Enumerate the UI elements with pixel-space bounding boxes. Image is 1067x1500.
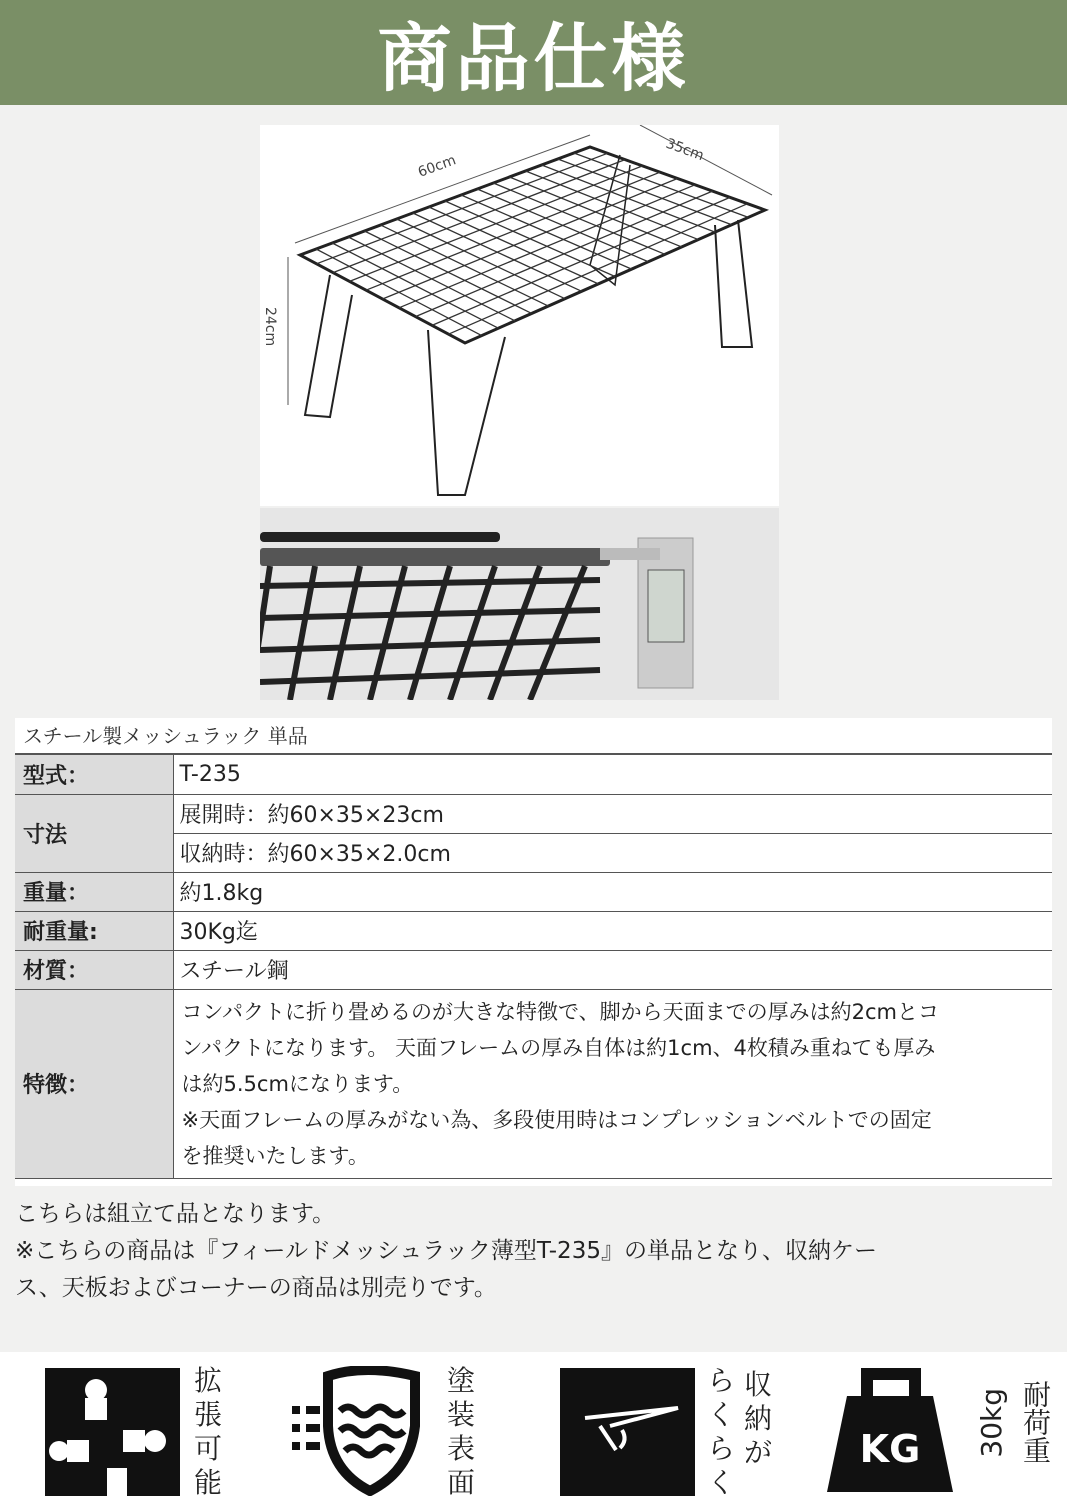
feature-char: く [706,1466,735,1499]
feature-coated-surface [290,1352,490,1500]
feature-text-col1 [742,1370,774,1472]
feature-text-col2 [705,1366,737,1500]
size-open-value: 展開時：約60×35×23cm [173,794,1052,833]
shield-waves-icon [290,1366,430,1496]
feature-easy-storage [560,1352,790,1500]
load-value: 30Kg迄 [173,911,1052,950]
note-line: ス、天板およびコーナーの商品は別売りです。 [15,1275,497,1301]
mesh-rack-drawing [260,125,779,506]
feature-char: 張 [193,1398,222,1431]
feature-expandable [45,1352,235,1500]
size-folded-value: 収納時：約60×35×2.0cm [173,833,1052,872]
page-header [0,0,1067,105]
spec-grid [15,755,1052,1179]
feature-text [445,1366,477,1500]
feature-char: 装 [446,1398,475,1431]
folded-table-icon [560,1368,695,1496]
kg-label: KG [859,1427,921,1471]
feature-text-col1: 耐荷重 [1019,1380,1052,1464]
dim-length-label: 60cm [415,152,459,181]
table-row [15,755,1052,794]
material-label: 材質： [15,950,173,989]
weight-kg-icon [825,1366,955,1496]
feature-char: 面 [446,1466,475,1499]
model-label: 型式： [15,755,173,794]
feature-char: 表 [446,1432,475,1465]
feature-line: を推奨いたします。 [181,1143,369,1168]
puzzle-icon [45,1368,180,1496]
dim-width-label: 35cm [663,135,706,165]
feature-line: コンパクトに折り畳めるのが大きな特徴で、脚から天面までの厚みは約2cmとコ [181,999,939,1024]
feature-char: が [743,1436,772,1469]
feature-line: は約5.5cmになります。 [181,1071,414,1096]
table-row [15,794,1052,833]
dim-height-label: 24cm [262,307,278,347]
model-value: T-235 [173,755,1052,794]
feature-char: 塗 [446,1364,475,1397]
feature-char: く [706,1398,735,1431]
table-row [15,911,1052,950]
feature-char: ら [706,1364,735,1397]
size-label: 寸法 [15,794,173,872]
note-line: ※こちらの商品は『フィールドメッシュラック薄型T-235』の単品となり、収納ケー [15,1238,877,1264]
feature-char: 能 [193,1466,222,1499]
weight-value: 約1.8kg [173,872,1052,911]
spec-table [15,718,1052,1186]
table-row [15,950,1052,989]
weight-label: 重量： [15,872,173,911]
note-line: こちらは組立て品となります。 [15,1201,336,1227]
feature-line: ※天面フレームの厚みがない為、多段使用時はコンプレッションベルトでの固定 [181,1107,932,1132]
feature-icons [0,1352,1067,1500]
table-row [15,989,1052,1178]
caliper-photo [260,508,779,700]
load-label: 耐重量: [15,911,173,950]
table-row [15,872,1052,911]
material-value: スチール鋼 [173,950,1052,989]
feature-value [173,989,1052,1178]
spec-caption: スチール製メッシュラック 単品 [15,718,1052,755]
feature-char: 納 [743,1402,772,1435]
feature-char: 拡 [193,1364,222,1397]
feature-text [192,1366,224,1500]
caliper-closeup-drawing [260,508,779,700]
feature-line: ンパクトになります。 天面フレームの厚み自体は約1cm、4枚積み重ねても厚み [181,1035,936,1060]
feature-char: ら [706,1432,735,1465]
feature-label: 特徴： [15,989,173,1178]
feature-char: 収 [743,1368,772,1401]
notes [15,1196,1055,1307]
feature-char: 可 [193,1432,222,1465]
feature-load-capacity [825,1352,1060,1500]
product-dimension-photo [260,125,779,506]
feature-text-col2: 30kg [975,1388,1008,1458]
page-title: 商品仕様 [377,15,690,102]
